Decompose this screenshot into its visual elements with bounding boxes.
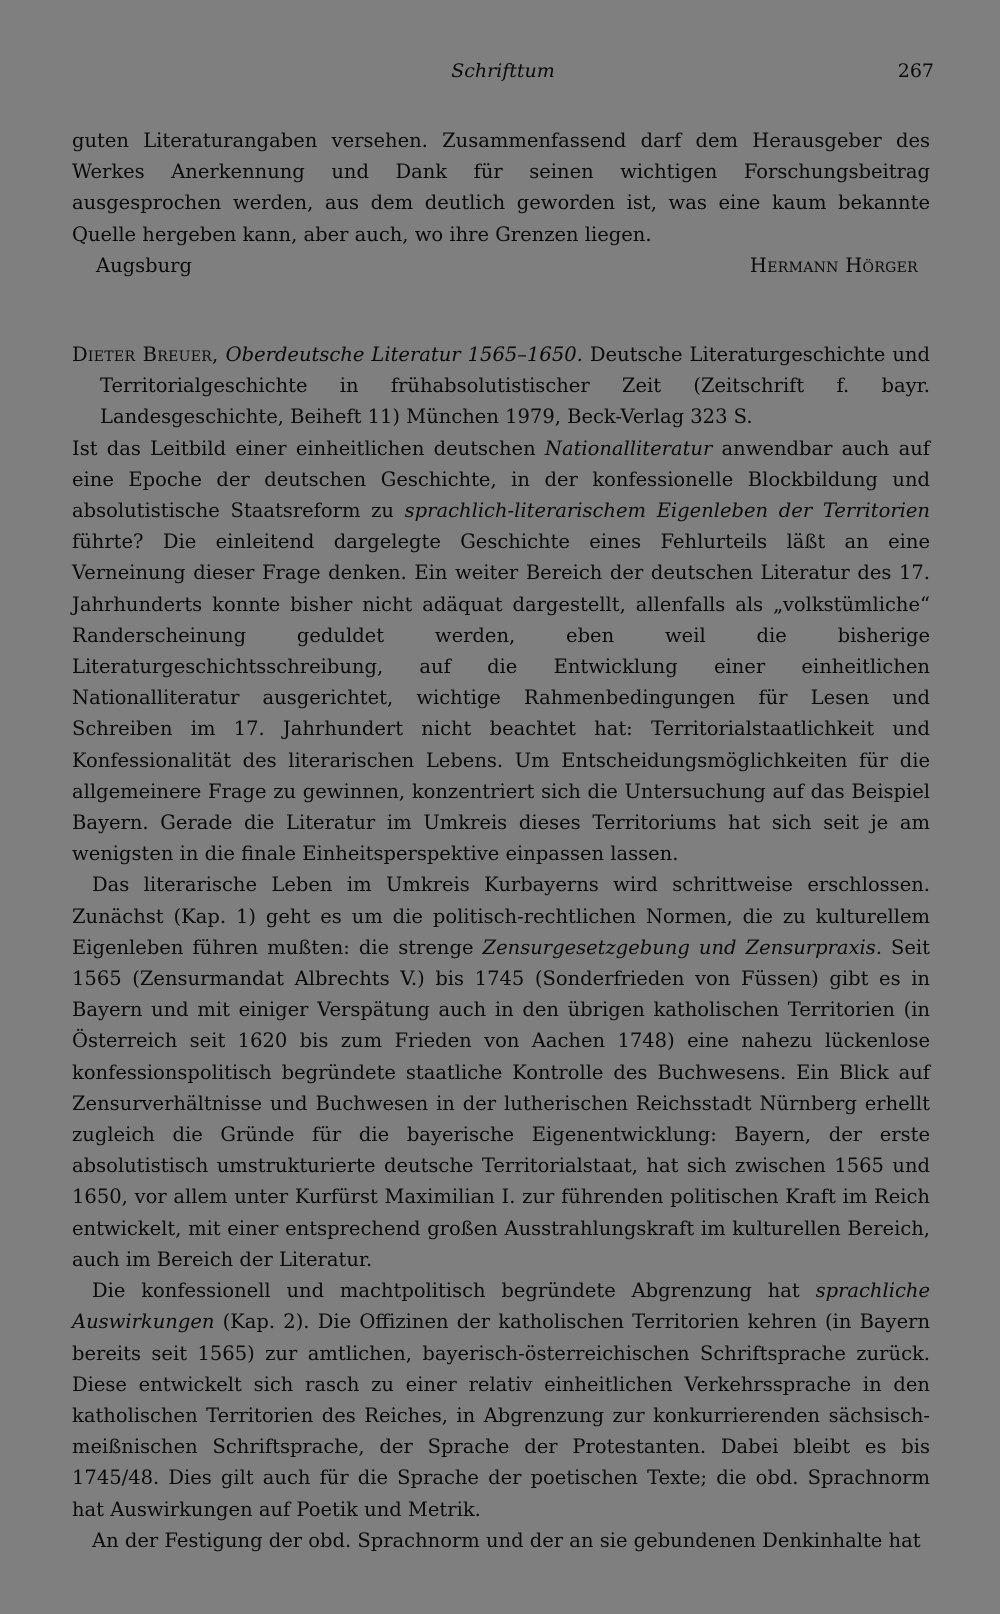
running-header	[72, 60, 934, 90]
header-title: Schrifttum	[451, 60, 555, 82]
reviewer-name: Hermann Hörger	[749, 253, 918, 277]
page-number: 267	[897, 60, 934, 82]
review-paragraph-1: Ist das Leitbild einer einheitlichen deutschen Nationalliteratur anwendbar auch auf eine Epoche der deutschen Geschichte, in der konfessionelle Blockbildung und absolutistische Staatsreform zu sprachlich-literarischem Eigenleben der Territorien führte? Die einleitend dargelegte Geschichte eines Fehlurteils läßt an eine Verneinung dieser Frage denken. Ein weiter Bereich der deutschen Literatur des 17. Jahrhunderts konnte bisher nicht adäquat dargestellt, allenfalls als „volkstümliche“ Randerscheinung geduldet werden, eben weil die bisherige Literaturgeschichtsschreibung, auf die Entwicklung einer einheitlichen Nationalliteratur ausgerichtet, wichtige Rahmenbedingungen für Lesen und Schreiben im 17. Jahrhundert nicht beachtet hat: Territorialstaatlichkeit und Konfessionalität des literarischen Lebens. Um Entscheidungsmöglichkeiten für die allgemeinere Frage zu gewinnen, konzentriert sich die Untersuchung auf das Beispiel Bayern. Gerade die Literatur im Umkreis dieses Territoriums hat sich seit je am wenigsten in die finale Einheitsperspektive einpassen lassen.	[72, 436, 930, 866]
bibliographic-details: Deutsche Literaturgeschichte und Territorialgeschichte in frühabsolutistischer Zeit (Zeitschrift f. bayr. Landesgeschichte, Beiheft 11) München 1979, Beck-Verlag 323 S.	[100, 343, 930, 429]
review-paragraph-2: Das literarische Leben im Umkreis Kurbayerns wird schrittweise erschlossen. Zunächst (Kap. 1) geht es um die politisch-rechtlichen Normen, die zu kulturellem Eigenleben führen mußten: die strenge Zensurgesetzgebung und Zensurpraxis. Seit 1565 (Zensurmandat Albrechts V.) bis 1745 (Sonderfrieden von Füssen) gibt es in Bayern und mit einiger Verspätung auch in den übrigen katholischen Territorien (in Österreich seit 1620 bis zum Frieden von Aachen 1748) eine nahezu lückenlose konfessionspolitisch begründete staatliche Kontrolle des Buchwesens. Ein Blick auf Zensurverhältnisse und Buchwesen in der lutherischen Reichsstadt Nürnberg erhellt zugleich die Gründe für die bayerische Eigenentwicklung: Bayern, der erste absolutistisch umstrukturierte deutsche Territorialstaat, hat sich zwischen 1565 und 1650, vor allem unter Kurfürst Maximilian I. zur führenden politischen Kraft im Reich entwickelt, mit einer entsprechend großen Ausstrahlungskraft im kulturellen Bereich, auch im Bereich der Literatur.	[72, 873, 931, 1271]
reviewer-place: Augsburg	[96, 253, 192, 277]
review-paragraph-3: Die konfessionell und machtpolitisch begründete Abgrenzung hat sprachliche Auswirkungen (Kap. 2). Die Offizinen der katholischen Territorien kehren (in Bayern bereits seit 1565) zur amtlichen, bayerisch-österreichischen Schriftsprache zurück. Diese entwickelt sich rasch zu einer relativ einheitlichen Verkehrssprache in den katholischen Territorien des Reiches, in Abgrenzung zur konkurrierenden sächsisch-meißnischen Schriftsprache, der Sprache der Protestanten. Dabei bleibt es bis 1745/48. Dies gilt auch für die Sprache der poetischen Texte; die obd. Sprachnorm hat Auswirkungen auf Poetik und Metrik.	[72, 1279, 930, 1521]
previous-review-paragraph: guten Literaturangaben versehen. Zusammenfassend darf dem Herausgeber des Werkes Anerkennung und Dank für seinen wichtigen Forschungsbeitrag ausgesprochen werden, aus dem deutlich geworden ist, was eine kaum bekannte Quelle hergeben kann, aber auch, wo ihre Grenzen liegen.	[72, 129, 930, 246]
previous-review-signature	[72, 250, 930, 281]
bibliographic-entry	[72, 339, 930, 433]
page-body	[72, 125, 930, 1556]
section-gap	[72, 281, 930, 339]
review-paragraph-4: An der Festigung der obd. Sprachnorm und der an sie gebundenen Denkinhalte hat	[92, 1528, 921, 1552]
book-title: Oberdeutsche Literatur 1565–1650.	[225, 343, 583, 366]
book-author: Dieter Breuer,	[72, 343, 219, 366]
